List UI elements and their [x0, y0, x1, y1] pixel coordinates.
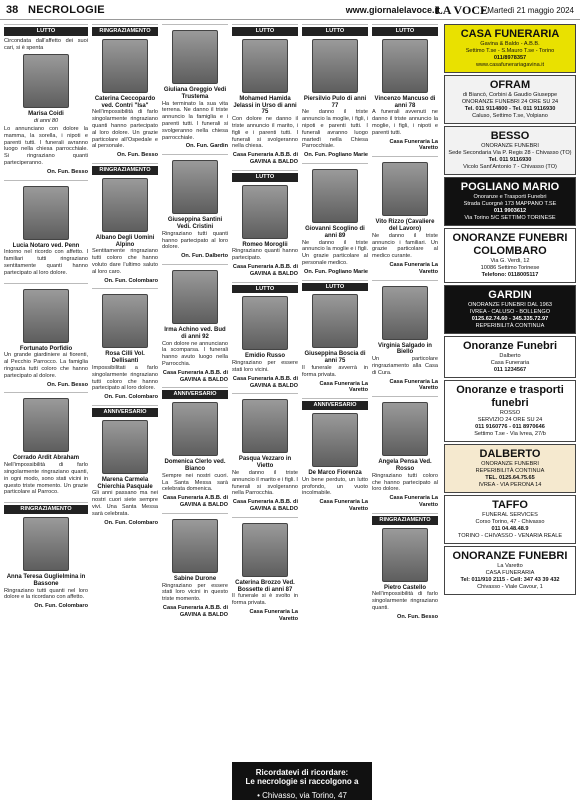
obituary-entry — [92, 163, 158, 288]
obituary-entry — [4, 392, 88, 502]
ad-phone: Telefono: 0118005117 — [481, 272, 539, 278]
deceased-photo — [23, 54, 69, 108]
deceased-photo — [172, 160, 218, 214]
obituary-column-2 — [92, 24, 158, 768]
obituary-text: Un particolare ringraziamento alla Casa di Cura. — [372, 356, 438, 376]
ad-subtitle: di Biancò, Corbini & Gaudio Giuseppe — [462, 92, 558, 98]
obituary-entry — [302, 398, 368, 517]
deceased-photo — [242, 185, 288, 239]
obituary-text: Ne danno il triste annuncio la moglie e i figli. Un grazie particolare al personale medico. — [302, 239, 368, 266]
ad-subtitle: Dalberto — [499, 353, 521, 359]
ad-line: ONORANZE FUNEBRI 24 ORE SU 24 — [461, 99, 559, 105]
deceased-name: Corrado Ardit Abraham — [12, 455, 80, 462]
deceased-photo — [23, 517, 69, 571]
footer-line-3: • Chivasso, via Torino, 47 — [257, 791, 347, 800]
obituary-text: Sempre nei nostri cuori. La Santa Messa sarà celebrata domenica. — [162, 472, 228, 493]
deceased-name: Domenica Clerlo ved. Bianco — [164, 459, 226, 472]
ad-title: OFRAM — [489, 79, 531, 91]
deceased-name: Piersilvio Pulo di anni 77 — [303, 95, 367, 109]
funeral-home-signature: Casa Funeraria A.B.B. di GAVINA & BALDO — [162, 369, 228, 383]
ad-phone: 011 9903612 — [493, 208, 527, 214]
ad-line: Corso Torino, 47 - Chivasso — [475, 519, 545, 525]
deceased-photo — [382, 528, 428, 582]
deceased-photo — [23, 186, 69, 240]
deceased-name: De Marco Fiorenza — [308, 469, 362, 476]
deceased-photo — [172, 30, 218, 84]
obituary-entry — [162, 387, 228, 512]
section-title: NECROLOGIE — [28, 4, 105, 16]
obituary-column-3 — [162, 24, 228, 768]
funeral-home-ad[interactable] — [444, 228, 576, 283]
ad-title: GARDIN — [488, 289, 532, 301]
deceased-photo — [382, 162, 428, 216]
funeral-home-ad[interactable] — [444, 126, 576, 175]
funeral-home-signature: On. Fun. Besso — [116, 152, 158, 159]
obituary-column-6 — [372, 24, 438, 768]
obituary-entry — [232, 282, 298, 394]
funeral-home-signature: On. Fun. Dalberto — [181, 253, 228, 260]
ad-phone: 011 9160776 - 011 8970646 — [475, 424, 545, 430]
deceased-photo — [382, 39, 428, 93]
page-number: 38 — [6, 4, 19, 16]
funeral-home-signature: Casa Funeraria A.B.B. di GAVINA & BALDO — [232, 263, 298, 277]
ad-subtitle: ONORANZE FUNEBRI DAL 1963 — [467, 302, 553, 308]
obituary-text: Con dolore ne danno il triste annuncio il marito, i figli e i parenti tutti. I funerali si svolgeranno nella chiesa. — [232, 116, 298, 150]
funeral-home-signature: On. Fun. Besso — [396, 613, 438, 620]
funeral-home-signature: On. Fun. Pogliano Marie — [303, 152, 368, 159]
deceased-name: Caterina Ceccopardo ved. Contri "Isa" — [94, 95, 156, 109]
funeral-home-signature: On. Fun. Colombaro — [34, 603, 88, 610]
paper-name: LA VOCE — [434, 3, 488, 17]
funeral-home-signature: On. Fun. Besso — [46, 381, 88, 388]
obituary-text: Ringraziano per essere stati loro vicini. — [232, 360, 298, 373]
deceased-age: di anni 80 — [33, 118, 59, 125]
funeral-home-signature: On. Fun. Colombaro — [104, 277, 158, 284]
obituary-tag: LUTTO — [302, 27, 368, 36]
ad-subtitle: Via G. Verdi, 12 — [490, 258, 530, 264]
ad-line: 10086 Settimo Torinese — [480, 265, 540, 271]
ad-title: Onoranze Funebri — [462, 340, 558, 352]
deceased-photo — [23, 398, 69, 452]
deceased-photo — [242, 523, 288, 577]
deceased-photo — [242, 39, 288, 93]
deceased-photo — [242, 399, 288, 453]
funeral-home-signature: Casa Funeraria La Varetto — [319, 380, 368, 394]
ad-extra: Via Torino 5/C SETTIMO TORINESE — [464, 215, 556, 221]
deceased-name: Fortunato Porfidio — [19, 345, 73, 352]
ad-title: ONORANZE FUNEBRI — [452, 550, 568, 562]
obituary-text: A funerali avvenuti ne danno il triste annuncio la moglie, i figli, i nipoti e parenti tutti. — [372, 109, 438, 136]
ad-phone: 011 04.48.48.9 — [491, 526, 529, 532]
deceased-photo — [172, 402, 218, 456]
obituary-entry — [302, 163, 368, 280]
obituary-text: Un bene perduto, un lutto profondo, un vuoto incolmabile. — [302, 476, 368, 497]
funeral-home-ad[interactable] — [444, 495, 576, 544]
obituary-tag: RINGRAZIAMENTO — [92, 27, 158, 36]
ad-title: BESSO — [490, 130, 530, 142]
funeral-home-signature: Casa Funeraria A.B.B. di GAVINA & BALDO — [162, 604, 228, 618]
obituary-tag: ANNIVERSARIO — [92, 408, 158, 417]
funeral-home-ad[interactable] — [444, 380, 576, 442]
ad-title: ONORANZE FUNEBRI COLOMBARO — [452, 232, 568, 257]
ad-line: Settimo T.se - S.Mauro T.se - Torino — [465, 48, 555, 54]
deceased-photo — [23, 289, 69, 343]
obituary-entry — [302, 24, 368, 163]
deceased-photo — [312, 169, 358, 223]
ad-phone: Tel. 011 9114800 - Tel. 011 9116930 — [464, 106, 556, 112]
obituary-entry — [232, 393, 298, 516]
deceased-name: Vincenzo Mancuso di anni 78 — [374, 95, 436, 109]
deceased-name: Lucia Notaro ved. Penn — [12, 242, 80, 249]
obituary-entry — [372, 280, 438, 397]
deceased-photo — [382, 402, 428, 456]
obituary-column-4 — [232, 24, 298, 758]
obituary-text: Ringraziano per essere stati loro vicini in questo triste momento. — [162, 582, 228, 603]
funeral-home-ad[interactable] — [444, 444, 576, 493]
obituary-column-1 — [4, 24, 88, 768]
obituary-entry — [92, 24, 158, 163]
obituary-text: Nell'impossibilità di farlo singolarmente ringraziano quanti, in ogni modo, sono stati vicini in questo triste momento. Un grazie particolare al Parroco. — [4, 462, 88, 496]
deceased-photo — [312, 39, 358, 93]
obituary-entry — [372, 24, 438, 156]
deceased-name: Mohamed Hamida Jelassi in Urso di anni 75 — [233, 95, 297, 116]
obituary-text: Ne danno il triste annuncio la moglie, i figli, i nipoti e parenti tutti. I funerali avranno luogo martedì nella Chiesa Parrocchiale. — [302, 109, 368, 150]
obituary-tag: RINGRAZIAMENTO — [372, 516, 438, 525]
ad-extra: www.casafunerariagavina.it — [475, 62, 545, 68]
deceased-name: Emidio Russo — [244, 353, 285, 360]
ad-line: Casa Funeraria — [490, 360, 530, 366]
ads-column — [444, 24, 576, 804]
footer-notice — [232, 762, 372, 800]
funeral-home-signature: Casa Funeraria La Varetto — [319, 499, 368, 512]
obituary-text: Ne danno il triste annuncio il marito e i figli. I funerali si svolgeranno nella Parrocchia. — [232, 469, 298, 497]
obituary-entry — [372, 396, 438, 513]
ad-phone: Tel: 011/910 2115 - Cell: 347 43 39 432 — [460, 577, 560, 583]
ad-subtitle: ONORANZE FUNEBRI — [481, 143, 539, 149]
ad-phone: 011 1234567 — [493, 367, 527, 373]
ad-extra: TORINO - CHIVASSO - VENARIA REALE — [457, 533, 563, 539]
funeral-home-signature: On. Fun. Besso — [46, 168, 88, 175]
obituary-entry — [162, 264, 228, 387]
funeral-home-signature: On. Fun. Pogliano Marie — [303, 268, 368, 275]
obituary-entry — [4, 180, 88, 283]
obituary-entry — [92, 405, 158, 530]
funeral-home-signature: On. Fun. Gardin — [185, 143, 228, 150]
funeral-home-signature: Casa Funeraria La Varetto — [249, 608, 298, 622]
deceased-name: Marisa Coidi — [28, 111, 64, 118]
ad-subtitle: La Varetto — [497, 563, 523, 569]
obituary-entry — [162, 154, 228, 264]
obituary-text: Lo annunciano con dolore la mamma, la sorella, i nipoti e parenti tutti. I funerali avranno luogo nella chiesa parrocchiale. Si ringraziano quanti parteciperanno. — [4, 125, 88, 166]
issue-date: • Martedì 21 maggio 2024 — [482, 6, 574, 15]
ad-subtitle: Gavina & Baldo - A.B.B. — [480, 41, 540, 47]
obituary-tag: RINGRAZIAMENTO — [92, 166, 158, 175]
deceased-name: Sabine Durone — [173, 575, 217, 582]
ad-line: IVREA - CALUSO - BOLLENGO — [469, 309, 551, 315]
obituary-text: Nell'impossibilità di farlo singolarmente ringraziano quanti. — [372, 591, 438, 611]
deceased-photo — [102, 178, 148, 232]
ad-line: REPERIBILITÀ CONTINUA — [475, 468, 545, 474]
obituary-text: Con dolore ne annunciano la scomparsa. I funerali hanno avuto luogo nella Parrocchia. — [162, 340, 228, 367]
funeral-home-signature: Casa Funeraria A.B.B. di GAVINA & BALDO — [232, 152, 298, 165]
deceased-photo — [102, 294, 148, 348]
funeral-home-ad[interactable] — [444, 546, 576, 595]
obituary-text: Impossibilitati a farlo singolarmente ringraziano tutti coloro che hanno partecipato al loro dolore. — [92, 364, 158, 392]
obituary-text: Ringraziano tutti coloro che hanno partecipato al loro dolore. — [372, 472, 438, 493]
ad-line: Sede Secondaria Via P. Regis 28 - Chivasso (TO) — [448, 150, 572, 156]
obituary-entry — [4, 502, 88, 614]
deceased-name: Giuliana Greggio Vedi Trustema — [163, 87, 227, 100]
obituary-entry — [162, 24, 228, 154]
deceased-photo — [242, 296, 288, 350]
ad-extra: Caluso, Settimo T.se, Volpiano — [472, 113, 548, 119]
obituary-text: Intorno nel ricordo con affetto. I familiari tutti ringraziano sentitamente quanti hanno partecipato al loro dolore. — [4, 249, 88, 276]
site-link[interactable]: www.giornalelavoce.it — [345, 5, 440, 15]
deceased-name: Pasqua Vezzaro in Vietto — [238, 456, 292, 470]
deceased-name: Giuseppina Boscia di anni 75 — [304, 351, 366, 365]
page-header — [0, 0, 580, 20]
funeral-home-signature: Casa Funeraria A.B.B. di GAVINA & BALDO — [162, 495, 228, 508]
funeral-home-signature: On. Fun. Colombaro — [104, 519, 158, 526]
obituary-tag: RINGRAZIAMENTO — [4, 505, 88, 514]
obituary-entry — [4, 283, 88, 393]
deceased-name: Angela Pensa Ved. Rosso — [378, 459, 432, 472]
deceased-photo — [102, 420, 148, 474]
obituary-entry — [372, 513, 438, 625]
ad-extra: Settimo T.se - Via Ivrea, 27/b — [474, 431, 546, 437]
deceased-name: Virginia Salgado in Biello — [378, 342, 432, 356]
obituary-tag: LUTTO — [4, 27, 88, 36]
deceased-name: Irma Achino ved. Bud di anni 92 — [164, 326, 226, 340]
obituary-text: Nell'impossibilità di farlo singolarmente ringraziano quanti hanno partecipato al loro dolore. Un grazie particolare all'Ospedale e al personale. — [92, 109, 158, 150]
ad-subtitle: FUNERAL SERVICES — [482, 512, 538, 518]
ad-line: SERVIZIO 24 ORE SU 24 — [477, 417, 543, 423]
obituary-text: Sentitamente ringraziano tutti coloro che hanno voluto dare l'ultimo saluto al loro caro. — [92, 248, 158, 275]
footer-line-2: Le necrologie si raccolgono a — [245, 777, 359, 786]
deceased-photo — [312, 413, 358, 467]
obituary-text: Il funerale avverrà in forma privata. — [302, 364, 368, 378]
ad-title: POGLIANO MARIO — [460, 181, 560, 193]
deceased-name: Pietro Castello — [383, 584, 426, 591]
deceased-name: Anna Teresa Guglielmina in Bassone — [6, 573, 86, 587]
funeral-home-ad[interactable] — [444, 336, 576, 378]
funeral-home-ad[interactable] — [444, 285, 576, 334]
deceased-name: Rosa Cilli Vol. Dellisanti — [105, 351, 145, 365]
ad-phone: Tel. 011 9116930 — [488, 157, 532, 163]
ad-extra: IVREA - VIA PERONA 14 — [478, 482, 542, 488]
obituary-entry — [232, 24, 298, 170]
deceased-name: Giovanni Scoglino di anni 89 — [305, 225, 365, 239]
obituary-text: Ringraziano tutti quanti hanno partecipato al loro dolore. — [162, 230, 228, 251]
obituary-tag: LUTTO — [232, 173, 298, 182]
funeral-home-signature: Casa Funeraria La Varetto — [389, 378, 438, 392]
ad-title: TAFFO — [492, 499, 528, 511]
obituary-intro: Circondata dall'affetto dei suoi cari, si è spenta — [4, 37, 88, 51]
deceased-photo — [312, 294, 358, 348]
obituary-text: Ne danno il triste annuncio i familiari. Un grazie particolare al medico curante. — [372, 232, 438, 260]
funeral-home-signature: On. Fun. Colombaro — [104, 394, 158, 401]
obituary-entry — [232, 517, 298, 627]
ad-subtitle: ONORANZE FUNEBRI — [481, 461, 539, 467]
ad-line: CASA FUNERARIA — [485, 570, 535, 576]
ad-extra: Chivasso - Viale Cavour, 1 — [477, 584, 543, 590]
ad-phone: 011/8978357 — [493, 55, 527, 61]
funeral-home-signature: Casa Funeraria A.B.B. di GAVINA & BALDO — [232, 375, 298, 389]
funeral-home-signature: Casa Funeraria La Varetto — [389, 495, 438, 508]
obituary-entry — [162, 513, 228, 623]
obituary-entry — [302, 280, 368, 399]
obituary-entry — [4, 24, 88, 180]
funeral-home-ad[interactable] — [444, 75, 576, 124]
ad-subtitle: Onoranze e Trasporti Funebri — [473, 194, 547, 200]
ad-title: Onoranze e trasporti funebri — [456, 384, 564, 409]
deceased-name: Caterina Brozzo Ved. Bossette di anni 87 — [235, 579, 295, 593]
obituary-tag: ANNIVERSARIO — [302, 401, 368, 410]
funeral-home-signature: Casa Funeraria A.B.B. di GAVINA & BALDO — [232, 499, 298, 512]
obituary-text: Il funerale si è svolto in forma privata. — [232, 593, 298, 607]
deceased-photo — [172, 270, 218, 324]
deceased-name: Vito Rizzo (Cavaliere del Lavoro) — [375, 219, 435, 232]
obituary-tag: LUTTO — [372, 27, 438, 36]
ad-extra: Vicolo Sant'Antonio 7 - Chivasso (TO) — [463, 164, 557, 170]
deceased-name: Romeo Moroglii — [242, 241, 288, 248]
obituary-tag: ANNIVERSARIO — [162, 390, 228, 399]
funeral-home-signature: Casa Funeraria La Varetto — [389, 261, 438, 275]
deceased-name: Giuseppina Santini Vedi. Cristini — [167, 217, 223, 230]
funeral-home-signature: Casa Funeraria La Varetto — [389, 138, 438, 152]
ad-title: CASA FUNERARIA — [460, 28, 560, 40]
obituary-entry — [372, 156, 438, 279]
ad-subtitle: ROSSO — [499, 410, 521, 416]
obituary-column-5 — [302, 24, 368, 758]
funeral-home-ad[interactable] — [444, 24, 576, 73]
deceased-photo — [382, 286, 428, 340]
deceased-photo — [172, 519, 218, 573]
footer-line-1: Ricordatevi di ricordare: — [255, 768, 349, 777]
ad-line: Strada Cuorgnè 173 MAPPANO T.SE — [463, 201, 557, 207]
deceased-name: Marena Carmela Chierchia Pasquale — [97, 476, 153, 490]
obituary-tag: LUTTO — [232, 27, 298, 36]
deceased-photo — [102, 39, 148, 93]
obituary-text: Gli anni passano ma nei nostri cuori siete sempre vivi. Una Santa Messa sarà celebrata. — [92, 490, 158, 517]
ad-phone: TEL. 0125.64.75.65 — [485, 475, 535, 481]
obituary-entry — [232, 170, 298, 282]
obituary-text: Un grande giardiniere ai fiorenti, al Pecchio Parrocco. La famiglia ringrazia tutti coloro che hanno partecipato al dolore. — [4, 352, 88, 379]
ad-extra: REPERIBILITÀ CONTINUA — [475, 323, 545, 329]
ad-phone: 0125.62.74.60 - 345.335.72.97 — [471, 316, 549, 322]
obituary-text: Ringraziano quanti hanno partecipato. — [232, 248, 298, 262]
obituary-text: Ringraziano tutti quanti nel loro dolore e la ricordano con affetto. — [4, 587, 88, 601]
obituary-tag: LUTTO — [302, 283, 368, 292]
deceased-name: Albano Degli Uomini Alpino — [95, 234, 155, 248]
ad-title: DALBERTO — [479, 448, 541, 460]
funeral-home-ad[interactable] — [444, 177, 576, 226]
obituary-entry — [92, 288, 158, 405]
obituary-text: Ha terminato la sua vita terrena. Ne danno il triste annuncio la famiglia e i parenti tutti. I funerali si svolgeranno nella chiesa parrocchiale. — [162, 100, 228, 141]
obituary-tag: LUTTO — [232, 285, 298, 294]
